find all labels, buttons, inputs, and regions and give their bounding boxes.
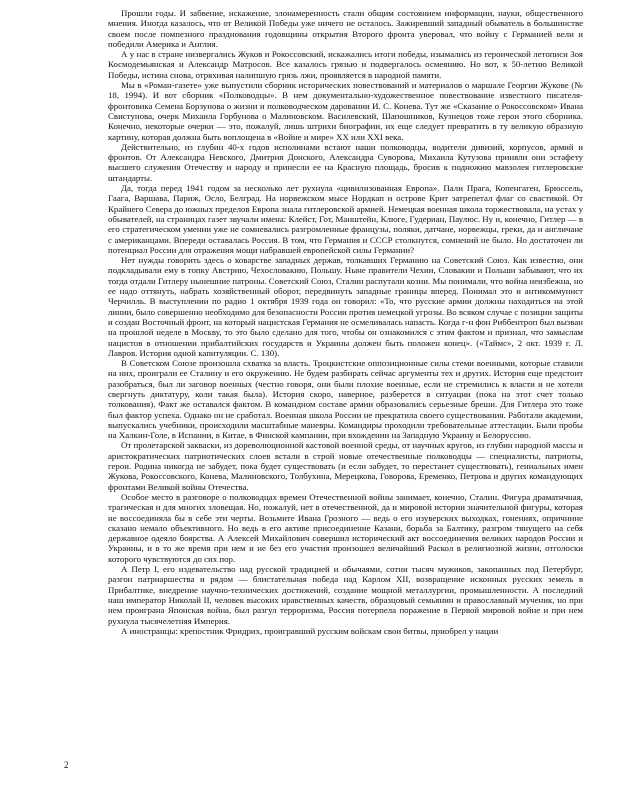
paragraph: Особое место в разговоре о полководцах времен Отечественной войны занимает, конечно, Сталин. Фигура драматичная, трагическая и для многих зловещая. Но, пожалуй, нет в отечественной, да и мировой истории значительной фигуры, которая не воссоединяла бы в себе эти черты. Возьмите Ивана Грозного — ведь о его изуверских выходках, гонениях, опричнине сказано немало объективного. Но ведь в его активе присоединение Казани, борьба за Балтику, разгром тянущего на себя державное одеяло боярства. А Алексей Михайлович совершил исторический акт воссоединения великих народов России и Украины, и в то же время при нем и не без его участия произошел величайший Раскол в религиозной жизни, отголоски которого чувствуются до сих пор. — [108, 491, 583, 564]
paragraph: Мы в «Роман-газете» уже выпустили сборник исторических повествований и материалов о маршале Георгии Жукове (№ 18, 1994). И вот сборник «Полководцы». В нем документально-художественное повествование известного писателя-фронтовика Семена Борзунова о жизни и полководческом даровании И. С. Конева. Тут же «Сказание о Рокоссовском» Ивана Свистунова, очерк Михаила Горбунова о Малиновском. Василевский, Шапошников, Кузнецов тоже герои этого сборника. Конечно, некоторые очерки — это, пожалуй, лишь штрихи биографии, их еще следует превратить в ту великую образную картину, которая должна быть воплощена в «Войне и мире» XX или XXI века. — [108, 80, 583, 142]
paragraph: А Петр I, его издевательство над русской традицией и обычаями, сотни тысяч мужиков, закопанных под Петербург, разгон патриаршества и рядом — блистательная победа над Карлом XII, возвращение исконных русских земель в Прибалтике, внедрение научно-технических достижений, создание мощной металлургии, промышленности. А последний наш император Николай II, человек высоких нравственных качеств, образцовый семьянин и православный мученик, но при нем проиграна Японская война, был разгул терроризма, Россия потерпела поражение в Первой мировой войне и при нем рухнула тысячелетняя Империя. — [108, 564, 583, 626]
paragraph: Прошли годы. И забвение, искажение, злонамеренность стали общим состоянием информации, науки, общественного мнения. Иногда казалось, что от Великой Победы уже ничего не осталось. Зажиревший западный обыватель в большинстве своем после помпезного празднования годовщины открытия Второго фронта уверовал, что войну с Германией вели и победили Америка и Англия. — [108, 8, 583, 49]
article-body — [108, 8, 583, 636]
paragraph: Да, тогда перед 1941 годом за несколько лет рухнула «цивилизованная Европа». Пали Прага, Копенгаген, Брюссель, Гаага, Варшава, Париж, Осло, Белград. На норвежском мысе Нордкап и острове Крит затрепетал флаг со свастикой. От Крайнего Севера до южных пределов Европа знала гитлеровской армией. Немецкая военная школа торжествовала, на устах у обывателей, на страницах газет звучали имена: Клейст, Гот, Манштейн, Клюге, Гудериан, Паулюс. Ну и, конечно, Гитлер — в его стратегическом умении уже не сомневались разгромленные французы, поляки, датчане, норвежцы, греки, да и англичане с американцами. Впереди оставалась Россия. В том, что Германия и СССР столкнутся, сомнений не было. Но достаточен ли потенциал России для отражения мощи набравшей европейской силы Германии? — [108, 183, 583, 255]
paragraph: От пролетарской закваски, из дореволюционной кастовой военной среды, от научных кругов, из глубин народной массы и аристократических патриотических слоев встали в строй новые отечественные полководцы — специалисты, патриоты, герои. Родина никогда не забудет, пока будет существовать (и если забудет, то перестанет существовать), гениальных имен Жукова, Рокоссовского, Конева, Малиновского, Толбухина, Мерецкова, Говорова, Еременко, Петрова и других командующих фронтами Великой войны Отечества. — [108, 440, 583, 492]
paragraph: Нет нужды говорить здесь о коварстве западных держав, толкавших Германию на Советский Союз. Как известно, они подкладывали ему в топку Австрию, Чехословакию, Польшу. Ныне правители Чехии, Словакии и Польши забывают, что их тогда отдали Гитлеру нынешние патроны. Советский Союз, Сталин распутали козни. Мы понимали, что война неизбежна, но ее надо оттянуть, набрать хозяйственный оборот, передвинуть западные границы вперед. Понимал это и антикоммунист Черчилль. В выступлении по радио 1 октября 1939 года он говорил: «То, что русские армии должны находиться на этой линии, было совершенно необходимо для безопасности России против немецкой угрозы. Во всяком случае с позиции защиты и создан Восточный фронт, на который нацистская Германия не осмеливалась напасть. Когда г-н фон Риббентроп был вызван на прошлой неделе в Москву, то это было сделано для того, чтобы он ознакомился с этим фактом и признал, что замыслам нацистов в отношении прибалтийских государств и Украины должен быть положен конец». («Таймс», 2 окт. 1939 г. Л. Лавров. История одной капитуляции. С. 130). — [108, 255, 583, 358]
paragraph: Действительно, из глубин 40-х годов исполинами встают наши полководцы, водители дивизий, корпусов, армий и фронтов. От Александра Невского, Дмитрия Донского, Александра Суворова, Михаила Кутузова приняли они эстафету высшего служения Отечеству и народу и принесли ее на Красную площадь, бросив к подножию мавзолея гитлеровские штандарты. — [108, 141, 583, 183]
paragraph: А иностранцы: крепостник Фридрих, проигравший русским войскам свои битвы, приобрел у нации — [121, 625, 499, 636]
paragraph: В Советском Союзе произошла схватка за власть. Троцкистские оппозиционные силы стеми военными, которые ставили на них, проиграли ее Сталину и его окружению. Не будем разбирать сейчас аргументы тех и других. История еще предстоит разобраться, был ли заговор военных (честно говоря, они были плохие военные, если не стремились к власти и не хотели свергнуть диктатуру, коли такая была). История скоро, наверное, разберется в ситуации (пока на этот счет только толкования). Факт же оставался фактом. В командном составе армии образовались серьезные бреши. Для Гитлера это тоже был фактор успеха. Однако он не сработал. Военная школа России не прекратила своего существования. Работали академии, выпускались учебники, происходили масштабные маневры. Командиры проходили требовательные аттестации. Были пробы на Халкин-Голе, в Испании, в Китае, в Финской кампании, при вхождении на Западную Украину и Белоруссию. — [108, 358, 583, 441]
page-number: 2 — [64, 760, 69, 770]
paragraph: А у нас в стране низвергались Жуков и Рокоссовский, искажались итоги победы, изымались из героической летописи Зоя Космодемьянская и Александр Матросов. Все казалось грязью и подвергалось осмеянию. Но вот, к 50-летию Великой Победы, истина снова, отряхивая налипшую грязь лжи, проявляется в народной памяти. — [108, 49, 583, 80]
